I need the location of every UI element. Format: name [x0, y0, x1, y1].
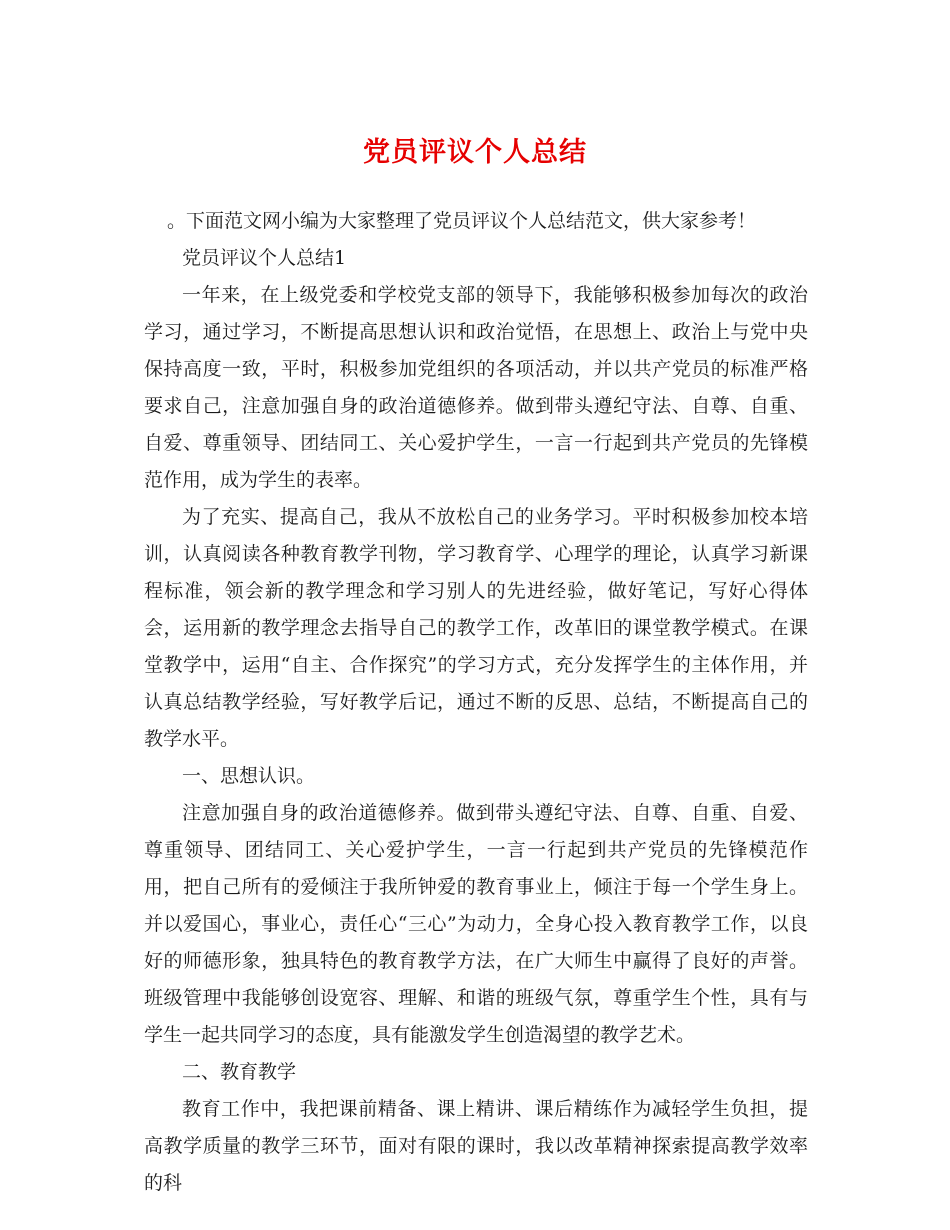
section-heading-summary-1: 党员评议个人总结1 [182, 247, 347, 269]
paragraph-professional-study: 为了充实、提高自己，我从不放松自己的业务学习。平时积极参加校本培训，认真阅读各种教育教学刊物，学习教育学、心理学的理论，认真学习新课程标准，领会新的教学理念和学习别人的先进经验，做好笔记，写好心得体会，运用新的教学理念去指导自己的教学工作，改革旧的课堂教学模式。在课堂教学中，运用“自主、合作探究”的学习方式，充分发挥学生的主体作用，并认真总结教学经验，写好教学后记，通过不断的反思、总结，不断提高自己的教学水平。 [144, 506, 808, 750]
paragraph-ideology: 注意加强自身的政治道德修养。做到带头遵纪守法、自尊、自重、自爱、尊重领导、团结同工、关心爱护学生，一言一行起到共产党员的先锋模范作用，把自己所有的爱倾注于我所钟爱的教育事业上，倾注于每一个学生身上。并以爱国心，事业心，责任心“三心”为动力，全身心投入教育教学工作，以良好的师德形象，独具特色的教育教学方法，在广大师生中赢得了良好的声誉。班级管理中我能够创设宽容、理解、和谐的班级气氛，尊重学生个性，具有与学生一起共同学习的态度，具有能激发学生创造渴望的教学艺术。 [144, 802, 808, 1046]
document-body [144, 203, 808, 1202]
section-heading-teaching: 二、教育教学 [182, 1061, 297, 1083]
document-title: 党员评议个人总结 [363, 137, 587, 168]
paragraph-teaching: 教育工作中，我把课前精备、课上精讲、课后精练作为减轻学生负担，提高教学质量的教学三环节，面对有限的课时，我以改革精神探索提高教学效率的科 [144, 1098, 808, 1194]
intro-paragraph: 。下面范文网小编为大家整理了党员评议个人总结范文，供大家参考！ [167, 210, 757, 232]
paragraph-political-study: 一年来，在上级党委和学校党支部的领导下，我能够积极参加每次的政治学习，通过学习，不断提高思想认识和政治觉悟，在思想上、政治上与党中央保持高度一致，平时，积极参加党组织的各项活动，并以共产党员的标准严格要求自己，注意加强自身的政治道德修养。做到带头遵纪守法、自尊、自重、自爱、尊重领导、团结同工、关心爱护学生，一言一行起到共产党员的先锋模范作用，成为学生的表率。 [144, 284, 808, 491]
section-heading-ideology: 一、思想认识。 [182, 765, 316, 787]
